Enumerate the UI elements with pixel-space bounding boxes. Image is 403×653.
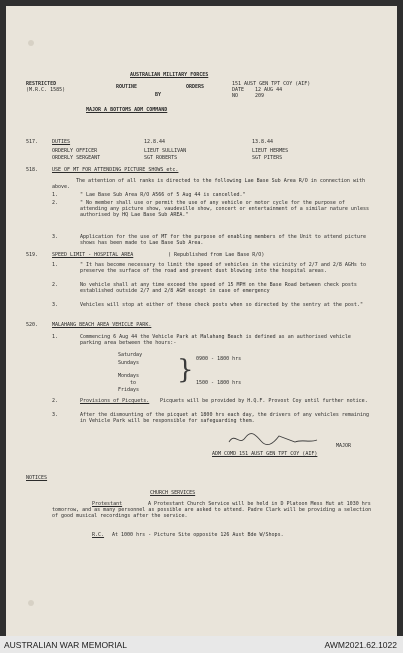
archive-footer [0,636,403,653]
paragraph-number: 3. [52,234,59,240]
handwritten-signature [225,430,345,448]
item-number: 519. [26,252,39,258]
paragraph-number: 1. [52,262,59,268]
paragraph-number: 3. [52,302,59,308]
date-value: 12 AUG 44 [255,87,283,93]
time-range: 0900 - 1800 hrs [196,356,242,362]
signature-block: ADM COMD 151 AUST GEN TPT COY (AIF) [212,451,318,457]
paragraph-number: 1. [52,192,59,198]
time-range: 1500 - 1800 hrs [196,380,242,386]
day-label: Sundays [118,360,140,366]
item-heading: MALAHANG BEACH AREA VEHICLE PARK. [52,322,152,328]
paragraph: The attention of all ranks is directed to the following Lae Base Sub Area R/O in connection with above. [52,178,365,190]
signature-title: MAJOR [336,443,352,449]
paragraph: Picquets will be provided by H.Q.F. Provost Coy until further notice. [160,398,368,404]
punch-hole [28,40,34,46]
item-number: 518. [26,167,39,173]
paragraph: No vehicle shall at any time exceed the speed of 15 MPH on the Base Road between check posts established outside 2/7 and 2/8 AGH except in case of emergency [80,282,357,294]
order-number-label: NO [232,93,239,99]
duty-role: ORDERLY OFFICER [52,148,98,154]
day-label: Mondays [118,373,140,379]
duties-heading: DUTIES [52,139,71,145]
document-page [6,6,397,636]
item-heading: USE OF MT FOR ATTENDING PICTURE SHOWS etc. [52,167,179,173]
order-number-value: 209 [255,93,265,99]
church-service-notice: A Protestant Church Service will be held in D Platoon Mess Hut at 1030 hrs tomorrow, and as many personnel as possible are asked to attend. Padre Clark will be providing a selection of good musical recordings after the service. [52,501,372,519]
restricted-note: (M.R.C. 1585) [26,87,66,93]
item-heading: SPEED LIMIT - HOSPITAL AREA [52,252,134,258]
duty-name: LIEUT SULLIVAN [144,148,187,154]
punch-hole [28,600,34,606]
day-label: Fridays [118,387,140,393]
paragraph-number: 2. [52,200,59,206]
notices-heading: NOTICES [26,475,48,481]
commander-line: MAJOR A BOTTOMS ADM COMMAND [86,107,168,113]
day-label: to [130,380,137,386]
paragraph: Commencing 6 Aug 44 the Vehicle Park at Malahang Beach is defined as an authorised vehicle parking area between the hours:- [80,334,351,346]
date-label: DATE [232,87,245,93]
paragraph: " It has become necessary to limit the speed of vehicles in the vicinity of 2/7 and 2/8 AGHs to preserve the surface of the road and prevent dust blowing into the hospital areas. [80,262,366,274]
item-number: 517. [26,139,39,145]
paragraph: Application for the use of MT for the purpose of enabling members of the Unit to attend picture shows has been made to Lae Base Sub Area. [80,234,366,246]
routine-label: ROUTINE [116,84,138,90]
accession-number: AWM2021.62.1022 [324,640,397,650]
duty-name: SGT PITERS [252,155,283,161]
brace-symbol: } [177,355,194,385]
paragraph-number: 2. [52,282,59,288]
by-label: BY [155,92,162,98]
unit-name: 151 AUST GEN TPT COY (AIF) [232,81,311,87]
duty-name: LIEUT HERMES [252,148,289,154]
day-label: Saturday [118,352,143,358]
paragraph: After the dismounting of the picquet at 1800 hrs each day, the drivers of any vehicles remaining in Vehicle Park will be responsible for safeguarding them. [80,412,369,424]
paragraph: Vehicles will stop at either of these check posts when so directed by the sentry at the post." [80,302,363,308]
paragraph: " Lae Base Sub Area R/O A566 of 5 Aug 44 is cancelled." [80,192,246,198]
duties-date-2: 13.8.44 [252,139,274,145]
item-number: 520. [26,322,39,328]
duty-name: SGT ROBERTS [144,155,178,161]
document-title: AUSTRALIAN MILITARY FORCES [130,72,209,78]
paragraph-number: 2. [52,398,59,404]
church-services-heading: CHURCH SERVICES [150,490,196,496]
archive-name: AUSTRALIAN WAR MEMORIAL [4,640,127,650]
duty-role: ORDERLY SERGEANT [52,155,101,161]
orders-label: ORDERS [186,84,205,90]
duties-date-1: 12.8.44 [144,139,166,145]
paragraph: " No member shall use or permit the use of any vehicle or motor cycle for the purpose of attending any picture show, vaudeville show, concert or entertainment of a similar nature unless authorised by HQ Lae Base Sub AREA." [80,200,369,218]
paragraph-heading: Provisions of Picquets. [80,398,150,404]
paragraph-number: 3. [52,412,59,418]
paragraph-number: 1. [52,334,59,340]
restricted-label: RESTRICTED [26,81,57,87]
denomination-label: Protestant [92,501,123,507]
church-service-notice: At 1000 hrs - Picture Site opposite 126 Aust Bde W/Shops. [112,532,284,538]
denomination-label: R.C. [92,532,105,538]
heading-note: ( Republished from Lae Base R/O) [168,252,265,258]
